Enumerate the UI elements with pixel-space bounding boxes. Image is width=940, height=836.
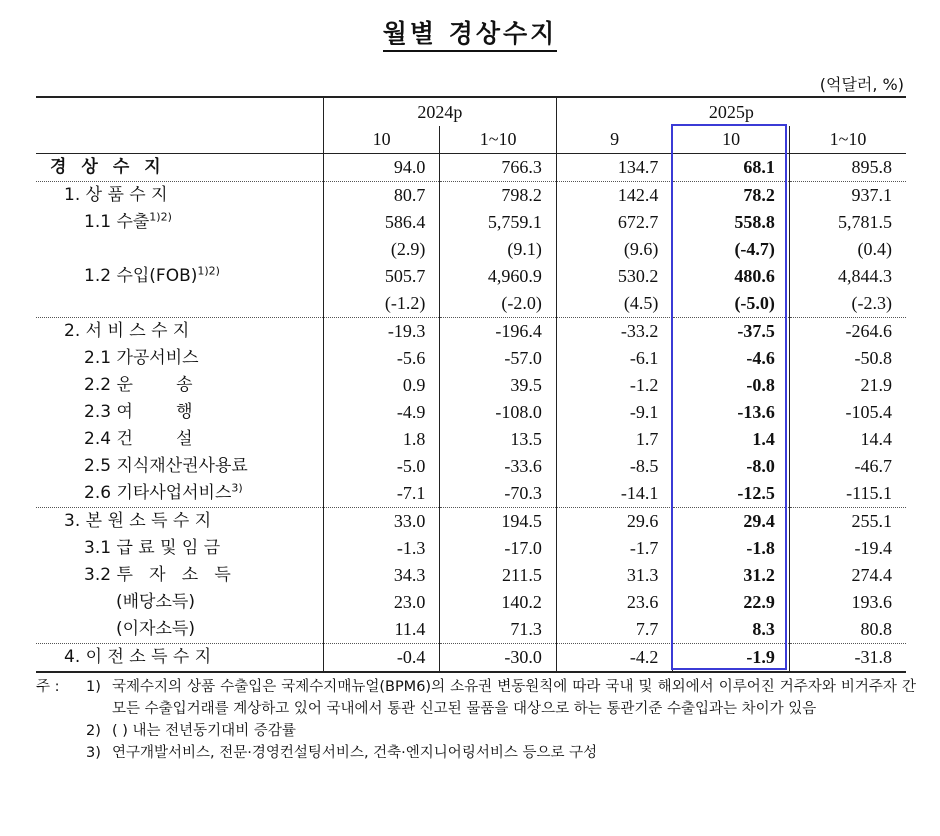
col-header: 10 [323, 126, 440, 154]
row-label [36, 453, 323, 480]
row-label-text: 2.6 기타사업서비스 [84, 483, 232, 503]
row-label [36, 644, 323, 673]
table-cell: (9.1) [440, 236, 557, 263]
table-row [36, 589, 906, 616]
row-label [36, 372, 323, 399]
year-2024-header: 2024p [323, 97, 556, 126]
footnote-text: 국제수지의 상품 수출입은 국제수지매뉴얼(BPM6)의 소유권 변동원칙에 따라 국내 및 해외에서 이루어진 거주자와 비거주자 간 모든 수출입거래를 계상하고 있어 국내에서 통관 신고된 물품을 대상으로 하는 통관기준 수출입과는 차이가 있음 [112, 679, 916, 717]
table-row [36, 480, 906, 508]
row-label-text: 1.1 수출 [84, 212, 150, 232]
table-row [36, 209, 906, 236]
footnote-text: ( ) 내는 전년동기대비 증감률 [112, 723, 296, 739]
table-cell: -5.6 [323, 345, 440, 372]
row-label-text: 1.2 수입(FOB) [84, 266, 198, 286]
table-row [36, 372, 906, 399]
table-row [36, 182, 906, 210]
row-label-text: 2.3 여 행 [84, 402, 193, 422]
table-cell: 1.7 [556, 426, 673, 453]
table-cell: 194.5 [440, 508, 557, 536]
footnote-3 [36, 742, 916, 764]
row-label-text: (이자소득) [116, 619, 195, 639]
table-cell: -8.5 [556, 453, 673, 480]
footnote-number: 2) [86, 723, 101, 739]
row-label [36, 236, 323, 263]
row-label [36, 209, 323, 236]
year-2025-header: 2025p [556, 97, 906, 126]
table-cell: -108.0 [440, 399, 557, 426]
footnote-number: 3) [86, 745, 101, 761]
table-cell: 34.3 [323, 562, 440, 589]
table-cell: -12.5 [673, 480, 790, 508]
table-row [36, 453, 906, 480]
row-label [36, 345, 323, 372]
table-cell: 4,960.9 [440, 263, 557, 290]
table-row [36, 318, 906, 346]
unit-label: (억달러, %) [819, 75, 904, 94]
table-cell: 7.7 [556, 616, 673, 644]
table-cell: 22.9 [673, 589, 790, 616]
row-label [36, 426, 323, 453]
row-label-text: 2.5 지식재산권사용료 [84, 456, 248, 476]
row-label [36, 480, 323, 508]
table-cell: -6.1 [556, 345, 673, 372]
table-cell: 39.5 [440, 372, 557, 399]
table-cell: 937.1 [789, 182, 906, 210]
table-cell: (2.9) [323, 236, 440, 263]
table-cell: 142.4 [556, 182, 673, 210]
table-cell: -115.1 [789, 480, 906, 508]
table-cell: -9.1 [556, 399, 673, 426]
table-cell: 8.3 [673, 616, 790, 644]
row-label [36, 589, 323, 616]
table-cell: -1.3 [323, 535, 440, 562]
row-label [36, 263, 323, 290]
table-cell: -57.0 [440, 345, 557, 372]
row-label-text: 4. 이 전 소 득 수 지 [64, 647, 212, 667]
table-cell: -1.9 [673, 644, 790, 673]
row-label-text: 3. 본 원 소 득 수 지 [64, 511, 212, 531]
table-cell: -0.8 [673, 372, 790, 399]
table-cell: 558.8 [673, 209, 790, 236]
table-cell: 31.2 [673, 562, 790, 589]
table-cell: 766.3 [440, 154, 557, 182]
page-title: 월별 경상수지 [0, 14, 940, 50]
table-cell: -264.6 [789, 318, 906, 346]
table-cell: 211.5 [440, 562, 557, 589]
row-label [36, 562, 323, 589]
table-cell: (4.5) [556, 290, 673, 318]
table-cell: 21.9 [789, 372, 906, 399]
row-label [36, 399, 323, 426]
table-cell: 29.6 [556, 508, 673, 536]
table-cell: -33.2 [556, 318, 673, 346]
table-cell: 895.8 [789, 154, 906, 182]
table-cell: -105.4 [789, 399, 906, 426]
table-cell: -50.8 [789, 345, 906, 372]
table-cell: 13.5 [440, 426, 557, 453]
table-cell: -19.3 [323, 318, 440, 346]
col-header: 1~10 [789, 126, 906, 154]
footnote-1 [36, 676, 916, 720]
row-label-text: 경상수지 [50, 157, 176, 177]
table-cell: -1.2 [556, 372, 673, 399]
row-label [36, 154, 323, 182]
table-cell: 530.2 [556, 263, 673, 290]
col-header: 9 [556, 126, 673, 154]
row-label-text: 2.2 운 송 [84, 375, 193, 395]
table-cell: 1.4 [673, 426, 790, 453]
row-label [36, 182, 323, 210]
table-cell: -0.4 [323, 644, 440, 673]
table-row [36, 535, 906, 562]
row-label-text: 2.1 가공서비스 [84, 348, 199, 368]
row-label-text: 3.2 투 자 소 득 [84, 565, 231, 585]
table-cell: 255.1 [789, 508, 906, 536]
table-row [36, 399, 906, 426]
table-cell: 78.2 [673, 182, 790, 210]
table-cell: 586.4 [323, 209, 440, 236]
current-account-table [36, 96, 906, 673]
table-cell: 134.7 [556, 154, 673, 182]
col-header: 1~10 [440, 126, 557, 154]
table-cell: 71.3 [440, 616, 557, 644]
footnote-text: 연구개발서비스, 전문·경영컨설팅서비스, 건축·엔지니어링서비스 등으로 구성 [112, 745, 598, 761]
footnote-marker: 1)2) [149, 210, 172, 224]
table-cell: (-2.0) [440, 290, 557, 318]
table-cell: -46.7 [789, 453, 906, 480]
header-year-row [36, 97, 906, 126]
table-cell: 80.7 [323, 182, 440, 210]
table-cell: -5.0 [323, 453, 440, 480]
table-cell: (-4.7) [673, 236, 790, 263]
footnote-2 [36, 720, 916, 742]
table-cell: -7.1 [323, 480, 440, 508]
table-cell: 1.8 [323, 426, 440, 453]
table-cell: 23.0 [323, 589, 440, 616]
table-cell: 193.6 [789, 589, 906, 616]
table-cell: 274.4 [789, 562, 906, 589]
table-row [36, 616, 906, 644]
col-header: 10 [673, 126, 790, 154]
table-row [36, 236, 906, 263]
table-cell: (0.4) [789, 236, 906, 263]
row-label [36, 318, 323, 346]
table-cell: 5,759.1 [440, 209, 557, 236]
row-label [36, 616, 323, 644]
table-row [36, 290, 906, 318]
table-cell: -37.5 [673, 318, 790, 346]
table-row [36, 263, 906, 290]
table-row [36, 562, 906, 589]
table-cell: 140.2 [440, 589, 557, 616]
table-cell: -33.6 [440, 453, 557, 480]
table-cell: 11.4 [323, 616, 440, 644]
table-row [36, 345, 906, 372]
table-cell: 80.8 [789, 616, 906, 644]
table-cell: (-1.2) [323, 290, 440, 318]
table-cell: 14.4 [789, 426, 906, 453]
table-cell: -1.7 [556, 535, 673, 562]
footnote-marker: 3) [231, 481, 243, 495]
table-cell: -196.4 [440, 318, 557, 346]
header-month-row [36, 126, 906, 154]
table-cell: 68.1 [673, 154, 790, 182]
table-cell: -30.0 [440, 644, 557, 673]
table-cell: -19.4 [789, 535, 906, 562]
table-cell: 31.3 [556, 562, 673, 589]
table-cell: -70.3 [440, 480, 557, 508]
row-label [36, 290, 323, 318]
table-cell: -13.6 [673, 399, 790, 426]
table-cell: (-2.3) [789, 290, 906, 318]
row-label-text: (배당소득) [116, 592, 195, 612]
footnote-number: 1) [86, 679, 101, 695]
table-cell: 0.9 [323, 372, 440, 399]
row-label-text: 2.4 건 설 [84, 429, 193, 449]
table-cell: -17.0 [440, 535, 557, 562]
table-cell: -1.8 [673, 535, 790, 562]
table-cell: 29.4 [673, 508, 790, 536]
table-cell: 33.0 [323, 508, 440, 536]
row-label [36, 535, 323, 562]
row-label [36, 508, 323, 536]
footnotes [36, 676, 916, 764]
table-cell: 5,781.5 [789, 209, 906, 236]
table-cell: -4.9 [323, 399, 440, 426]
table-cell: (-5.0) [673, 290, 790, 318]
table-cell: 23.6 [556, 589, 673, 616]
table-cell: 94.0 [323, 154, 440, 182]
table-cell: -4.6 [673, 345, 790, 372]
table-cell: -31.8 [789, 644, 906, 673]
table-row [36, 508, 906, 536]
table-row [36, 154, 906, 182]
footnote-marker: 1)2) [197, 264, 220, 278]
table-cell: -14.1 [556, 480, 673, 508]
table-cell: 798.2 [440, 182, 557, 210]
table-cell: 672.7 [556, 209, 673, 236]
row-label-text: 2. 서 비 스 수 지 [64, 321, 190, 341]
table-cell: -4.2 [556, 644, 673, 673]
table-row [36, 426, 906, 453]
row-label-text: 3.1 급 료 및 임 금 [84, 538, 221, 558]
row-label-text: 1. 상 품 수 지 [64, 185, 168, 205]
table-cell: 4,844.3 [789, 263, 906, 290]
table-cell: 480.6 [673, 263, 790, 290]
table-row [36, 644, 906, 673]
table-cell: 505.7 [323, 263, 440, 290]
table-cell: (9.6) [556, 236, 673, 263]
footnote-prefix: 주 : [36, 679, 60, 695]
table-cell: -8.0 [673, 453, 790, 480]
